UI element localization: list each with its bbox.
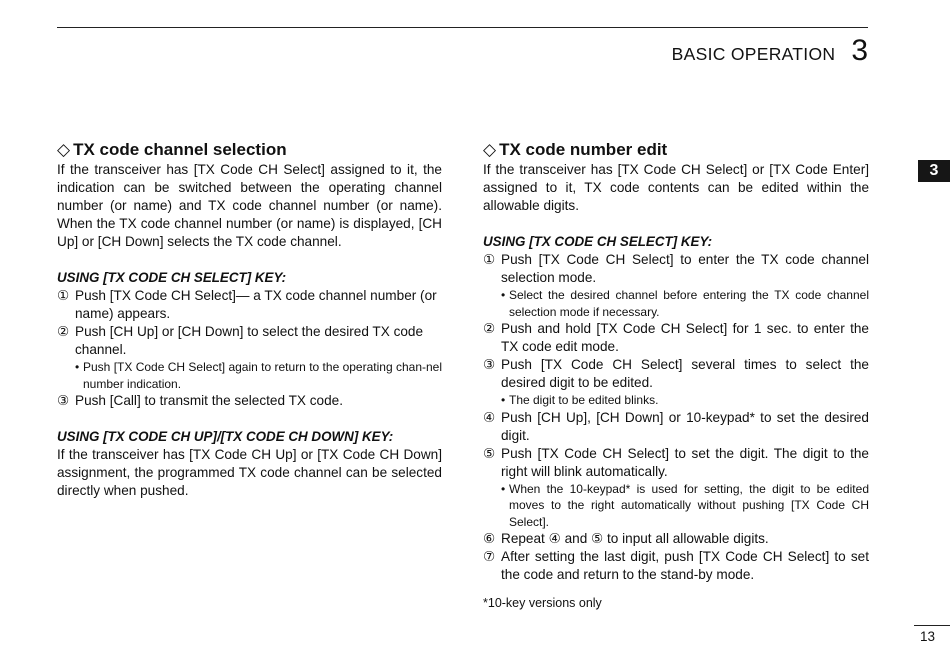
step-item — [57, 287, 442, 323]
step-number: ② — [483, 321, 496, 336]
chapter-side-tab: 3 — [918, 160, 950, 182]
section-title-number-edit — [483, 139, 869, 161]
chapter-number: 3 — [851, 34, 868, 67]
step-item — [483, 356, 869, 392]
footnote: *10-key versions only — [483, 596, 602, 610]
step-number: ⑤ — [483, 445, 496, 461]
step-text: Push [TX Code CH Select] to set the digit. The digit to the right will blink automatically. — [501, 445, 869, 479]
step-note — [483, 287, 869, 320]
subheading-up-down-key: USING [TX CODE CH UP]/[TX CODE CH DOWN] KEY: — [57, 429, 394, 444]
bullet-icon: • — [501, 393, 506, 407]
step-item — [483, 530, 869, 548]
page-number: 13 — [920, 629, 936, 644]
note-text: Select the desired channel before entering the TX code channel selection mode if necessary. — [509, 288, 869, 319]
step-number: ① — [57, 288, 70, 303]
step-text: Push [TX Code CH Select] to enter the TX code channel selection mode. — [501, 252, 869, 285]
step-item — [483, 445, 869, 481]
subheading-select-key: USING [TX CODE CH SELECT] KEY: — [57, 270, 287, 285]
up-down-paragraph: If the transceiver has [TX Code CH Up] or [TX Code CH Down] assignment, the programmed TX code channel can be selected directly when pushed. — [57, 447, 442, 498]
step-item — [483, 320, 869, 356]
section-title-text: TX code number edit — [499, 140, 668, 159]
step-item — [57, 392, 442, 410]
section-title-channel-selection — [57, 139, 442, 161]
diamond-icon: ◇ — [57, 140, 71, 159]
step-item — [483, 251, 869, 287]
step-item — [483, 409, 869, 445]
intro-paragraph: If the transceiver has [TX Code CH Select] or [TX Code Enter] assigned to it, TX code contents can be edited within the allowable digits. — [483, 162, 869, 213]
bullet-icon: • — [75, 360, 80, 374]
step-item — [57, 323, 442, 359]
step-text: Push [CH Up], [CH Down] or 10-keypad* to set the desired digit. — [501, 409, 869, 443]
step-text: Push [TX Code CH Select] several times to select the desired digit to be edited. — [501, 357, 869, 390]
step-note — [483, 481, 869, 531]
page-header — [672, 34, 868, 68]
step-text: Push [CH Up] or [CH Down] to select the desired TX code channel. — [75, 324, 424, 357]
step-text: After setting the last digit, push [TX Code CH Select] to set the code and return to the stand-by mode. — [501, 549, 869, 582]
section-title-text: TX code channel selection — [73, 140, 287, 159]
step-number: ④ — [483, 409, 496, 425]
note-text: The digit to be edited blinks. — [509, 393, 659, 407]
diamond-icon: ◇ — [483, 140, 497, 159]
step-number: ② — [57, 324, 70, 339]
intro-paragraph: If the transceiver has [TX Code CH Select] assigned to it, the indication can be switched between the operating channel number (or name) and TX code channel number (or name). When the TX code channel number (or name) is displayed, [CH Up] or [CH Down] selects the TX code channel. — [57, 162, 442, 249]
note-text: Push [TX Code CH Select] again to return to the operating chan-nel number indication. — [83, 360, 442, 391]
step-number: ⑥ — [483, 531, 496, 546]
chapter-title: BASIC OPERATION — [671, 44, 836, 64]
subheading-select-key: USING [TX CODE CH SELECT] KEY: — [483, 234, 713, 249]
step-number: ③ — [57, 393, 70, 408]
step-text: Push [TX Code CH Select]— a TX code channel number (or name) appears. — [75, 288, 437, 321]
step-text: Push and hold [TX Code CH Select] for 1 sec. to enter the TX code edit mode. — [501, 321, 869, 354]
step-text: Push [Call] to transmit the selected TX code. — [75, 393, 343, 408]
step-item — [483, 548, 869, 584]
right-column — [483, 139, 869, 612]
footer-rule — [914, 625, 950, 626]
step-number: ③ — [483, 357, 496, 372]
step-number: ① — [483, 252, 496, 267]
step-note — [483, 392, 869, 409]
step-number: ⑦ — [483, 549, 496, 564]
bullet-icon: • — [501, 481, 506, 496]
step-note — [57, 359, 442, 392]
header-rule — [57, 27, 868, 28]
left-column — [57, 139, 442, 500]
step-text: Repeat ④ and ⑤ to input all allowable digits. — [501, 531, 769, 546]
note-text: When the 10-keypad* is used for setting, the digit to be edited moves to the right automatically without pushing [TX Code CH Select]. — [509, 481, 869, 529]
bullet-icon: • — [501, 288, 506, 302]
